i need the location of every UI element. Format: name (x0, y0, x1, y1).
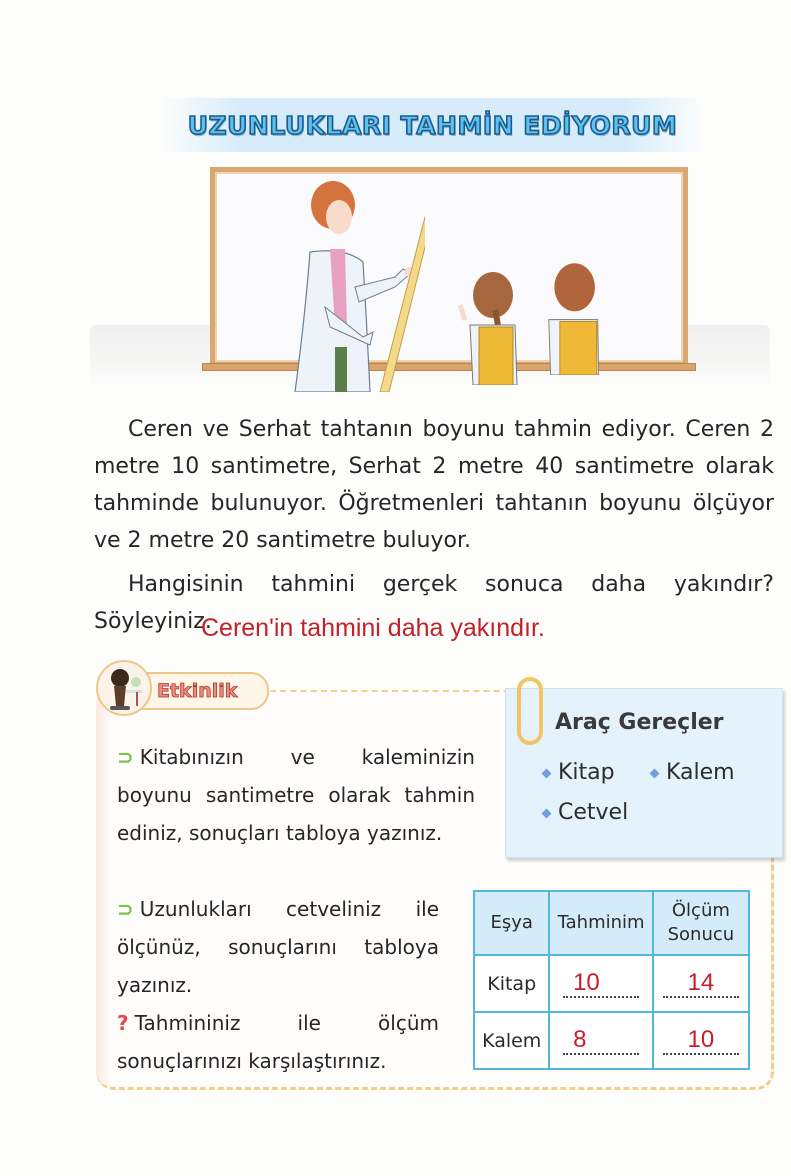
activity-badge (135, 672, 269, 710)
teacher-figure-icon (275, 177, 425, 392)
scientist-icon (96, 660, 152, 716)
materials-item: Kalem (651, 760, 735, 785)
paperclip-icon (517, 677, 543, 745)
instruction-1 (117, 738, 475, 852)
row-estimate[interactable]: 10 (549, 955, 652, 1012)
row-measured[interactable]: 14 (653, 955, 749, 1012)
intro-paragraph: Ceren ve Serhat tahtanın boyunu tahmin ediyor. Ceren 2 metre 10 santimetre, Serhat 2 metre 40 santimetre olarak tahminde bulunuyor. Öğretmenleri tahtanın boyunu ölçüyor ve 2 metre 20 santimetre buluyor. (94, 417, 774, 553)
materials-item: Cetvel (543, 800, 628, 825)
instruction-3 (117, 1004, 439, 1080)
header-item: Eşya (474, 891, 549, 955)
handwritten-answer: Ceren'in tahmini daha yakındır. (201, 614, 545, 642)
diamond-bullet-icon (542, 808, 552, 818)
diamond-bullet-icon (650, 768, 660, 778)
question-mark-icon: ? (117, 1011, 129, 1035)
row-item: Kalem (474, 1012, 549, 1069)
table-row (474, 955, 749, 1012)
measurement-table (473, 890, 750, 1070)
materials-item: Kitap (543, 760, 615, 785)
table-row (474, 1012, 749, 1069)
header-estimate: Tahminim (549, 891, 652, 955)
instruction-2 (117, 890, 439, 1004)
materials-title: Araç Gereçler (555, 710, 724, 735)
table-header-row (474, 891, 749, 955)
row-estimate[interactable]: 8 (549, 1012, 652, 1069)
activity-divider (270, 690, 520, 692)
row-item: Kitap (474, 955, 549, 1012)
instruction-3-text: Tahmininiz ile ölçüm sonuçlarınızı karşılaştırınız. (117, 1011, 439, 1073)
diamond-bullet-icon (542, 768, 552, 778)
row-measured[interactable]: 10 (653, 1012, 749, 1069)
arrow-bullet-icon: ⊃ (117, 897, 134, 921)
classroom-illustration (80, 155, 780, 400)
instruction-1-text: Kitabınızın ve kaleminizin boyunu santimetre olarak tahmin ediniz, sonuçları tabloya yazınız. (117, 745, 475, 845)
header-measured: Ölçüm Sonucu (653, 891, 749, 955)
title-banner (160, 98, 705, 152)
page-title: UZUNLUKLARI TAHMİN EDİYORUM (187, 110, 678, 140)
girl-student-icon (455, 265, 525, 385)
arrow-bullet-icon: ⊃ (117, 745, 134, 769)
question-paragraph: Hangisinin tahmini gerçek sonuca daha yakındır? Söyleyiniz. (94, 572, 774, 634)
activity-badge-label: Etkinlik (157, 680, 238, 702)
boy-student-icon (535, 255, 605, 375)
instruction-2-text: Uzunlukları cetveliniz ile ölçünüz, sonuçlarını tabloya yazınız. (117, 897, 439, 997)
